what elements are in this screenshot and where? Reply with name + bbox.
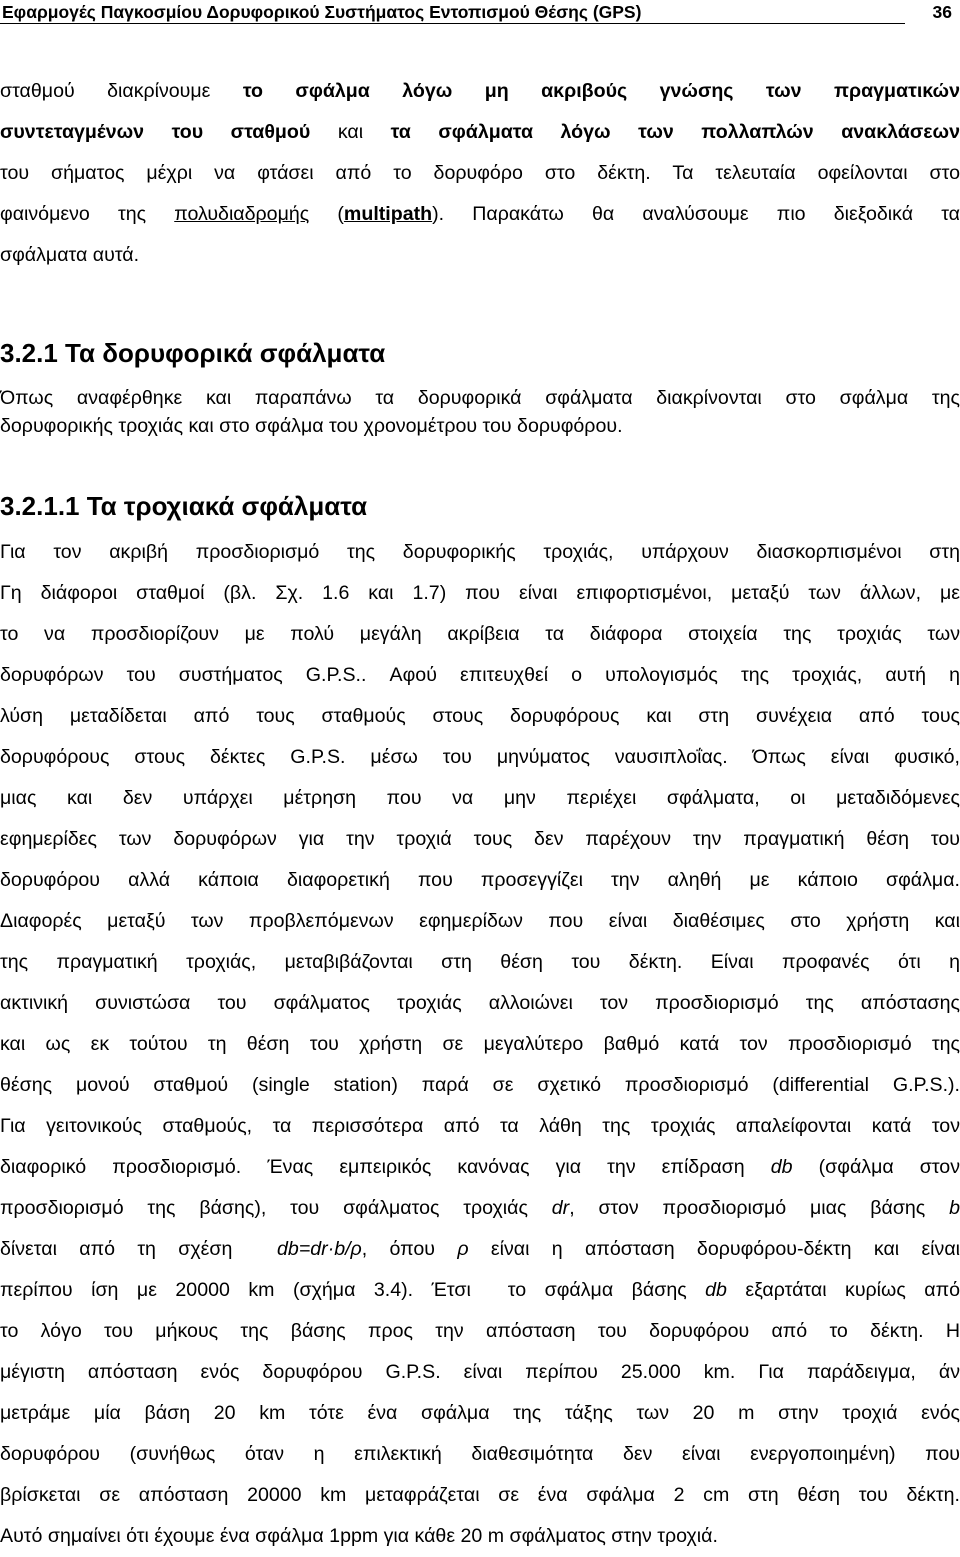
page-header (0, 0, 960, 24)
text-line: δίνεται από τη σχέση db=dr·b/ρ, όπου ρ είναι η απόσταση δορυφόρου-δέκτη και είναι (0, 1238, 960, 1260)
text-line: δορυφόρου αλλά κάποια διαφορετική που προσεγγίζει την αληθή με κάποιο σφάλμα. (0, 869, 960, 891)
text-line: βρίσκεται σε απόσταση 20000 km μεταφράζεται σε ένα σφάλμα 2 cm στη θέση του δέκτη. (0, 1484, 960, 1506)
text-line: ακτινική συνιστώσα του σφάλματος τροχιάς αλλοιώνει τον προσδιορισμό της απόστασης (0, 992, 960, 1014)
text-line: το λόγο του μήκους της βάσης προς την απόσταση του δορυφόρου από το δέκτη. Η (0, 1320, 960, 1342)
text-line: δορυφόρου (συνήθως όταν η επιλεκτική διαθεσιμότητα δεν είναι ενεργοποιημένη) που (0, 1443, 960, 1465)
section-heading: 3.2.1 Τα δορυφορικά σφάλματα (0, 338, 386, 368)
text-line: διαφορικό προσδιορισμό. Ένας εμπειρικός κανόνας για την επίδραση db (σφάλμα στον (0, 1156, 960, 1178)
text-line: δορυφόρους στους δέκτες G.P.S. μέσω του μηνύματος ναυσιπλοΐας. Όπως είναι φυσικό, (0, 746, 960, 768)
text-line: εφημερίδες των δορυφόρων για την τροχιά τους δεν παρέχουν την πραγματική θέση του (0, 828, 960, 850)
text-line: συντεταγμένων του σταθμού και τα σφάλματα λόγω των πολλαπλών ανακλάσεων (0, 121, 960, 143)
text-line: Για τον ακριβή προσδιορισμό της δορυφορικής τροχιάς, υπάρχουν διασκορπισμένοι στη (0, 541, 960, 563)
page-number: 36 (932, 2, 952, 22)
text-line: Αυτό σημαίνει ότι έχουμε ένα σφάλμα 1ppm για κάθε 20 m σφάλματος στην τροχιά. (0, 1525, 718, 1547)
text-line: Όπως αναφέρθηκε και παραπάνω τα δορυφορικά σφάλματα διακρίνονται στο σφάλμα της (0, 387, 960, 409)
text-line: μετράμε μία βάση 20 km τότε ένα σφάλμα της τάξης των 20 m στην τροχιά ενός (0, 1402, 960, 1424)
text-line: σταθμού διακρίνουμε το σφάλμα λόγω μη ακριβούς γνώσης των πραγματικών (0, 80, 960, 102)
subsection-heading: 3.2.1.1 Τα τροχιακά σφάλματα (0, 491, 368, 521)
text-line: θέσης μονού σταθμού (single station) παρά σε σχετικό προσδιορισμό (differential G.P.S.). (0, 1074, 960, 1096)
header-rule (0, 23, 905, 24)
text-line: του σήματος μέχρι να φτάσει από το δορυφόρο στο δέκτη. Τα τελευταία οφείλονται στο (0, 162, 960, 184)
text-line: περίπου ίση με 20000 km (σχήμα 3.4). Έτσι το σφάλμα βάσης db εξαρτάται κυρίως από (0, 1279, 960, 1301)
text-line: δορυφορικής τροχιάς και στο σφάλμα του χρονομέτρου του δορυφόρου. (0, 415, 623, 437)
text-line: σφάλματα αυτά. (0, 244, 140, 266)
text-line: Γη διάφοροι σταθμοί (βλ. Σχ. 1.6 και 1.7) που είναι επιφορτισμένοι, μεταξύ των άλλων, με (0, 582, 960, 604)
text-line: προσδιορισμό της βάσης), του σφάλματος τροχιάς dr, στον προσδιορισμό μιας βάσης b (0, 1197, 960, 1219)
text-line: το να προσδιορίζουν με πολύ μεγάλη ακρίβεια τα διάφορα στοιχεία της τροχιάς των (0, 623, 960, 645)
text-line: λύση μεταδίδεται από τους σταθμούς στους δορυφόρους και στη συνέχεια από τους (0, 705, 960, 727)
text-line: και ως εκ τούτου τη θέση του χρήστη σε μεγαλύτερο βαθμό κατά τον προσδιορισμό της (0, 1033, 960, 1055)
text-line: δορυφόρων του συστήματος G.P.S.. Αφού επιτευχθεί ο υπολογισμός της τροχιάς, αυτή η (0, 664, 960, 686)
text-line: μιας και δεν υπάρχει μέτρηση που να μην περιέχει σφάλματα, οι μεταδιδόμενες (0, 787, 960, 809)
text-line: Διαφορές μεταξύ των προβλεπόμενων εφημερίδων που είναι διαθέσιμες στο χρήστη και (0, 910, 960, 932)
text-line: Για γειτονικούς σταθμούς, τα περισσότερα από τα λάθη της τροχιάς απαλείφονται κατά τον (0, 1115, 960, 1137)
text-line: φαινόμενο της πολυδιαδρομής (multipath). Παρακάτω θα αναλύσουμε πιο διεξοδικά τα (0, 203, 960, 225)
text-line: της πραγματική τροχιάς, μεταβιβάζονται στη θέση του δέκτη. Είναι προφανές ότι η (0, 951, 960, 973)
header-title: Εφαρμογές Παγκοσμίου Δορυφορικού Συστήματος Εντοπισμού Θέσης (GPS) (2, 2, 642, 22)
text-line: μέγιστη απόσταση ενός δορυφόρου G.P.S. είναι περίπου 25.000 km. Για παράδειγμα, άν (0, 1361, 960, 1383)
